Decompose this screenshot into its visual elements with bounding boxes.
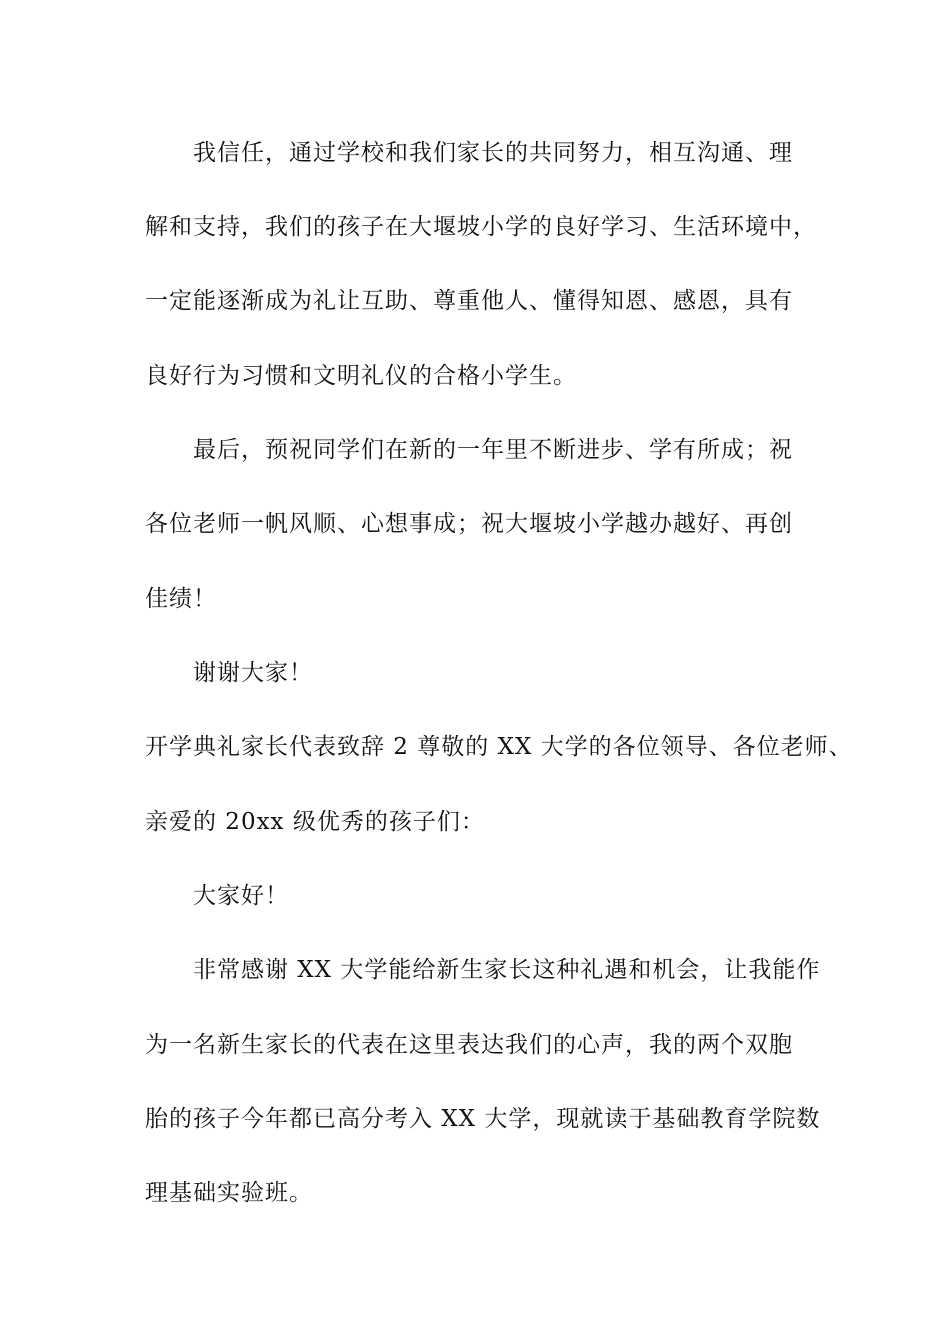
paragraph-line: 理基础实验班。 (145, 1180, 313, 1206)
paragraph-line: 良好行为习惯和文明礼仪的合格小学生。 (145, 363, 577, 389)
paragraph-line: 非常感谢 XX 大学能给新生家长这种礼遇和机会，让我能作 (193, 957, 821, 983)
paragraph-line: 最后，预祝同学们在新的一年里不断进步、学有所成；祝 (193, 437, 793, 463)
paragraph-line: 各位老师一帆风顺、心想事成；祝大堰坡小学越办越好、再创 (145, 511, 793, 537)
paragraph-line: 胎的孩子今年都已高分考入 XX 大学，现就读于基础教育学院数 (145, 1106, 821, 1132)
paragraph-line: 解和支持，我们的孩子在大堰坡小学的良好学习、生活环境中， (145, 214, 817, 240)
paragraph-line: 一定能逐渐成为礼让互助、尊重他人、懂得知恩、感恩，具有 (145, 288, 793, 314)
paragraph-line: 开学典礼家长代表致辞 2 尊敬的 XX 大学的各位领导、各位老师、 (145, 734, 853, 760)
paragraph-line: 佳绩！ (145, 586, 217, 612)
paragraph-line: 我信任，通过学校和我们家长的共同努力，相互沟通、理 (193, 140, 793, 166)
paragraph-line: 亲爱的 20xx 级优秀的孩子们： (145, 809, 485, 835)
paragraph-line: 谢谢大家！ (193, 660, 313, 686)
paragraph-line: 大家好！ (193, 883, 289, 909)
paragraph-line: 为一名新生家长的代表在这里表达我们的心声，我的两个双胞 (145, 1032, 793, 1058)
